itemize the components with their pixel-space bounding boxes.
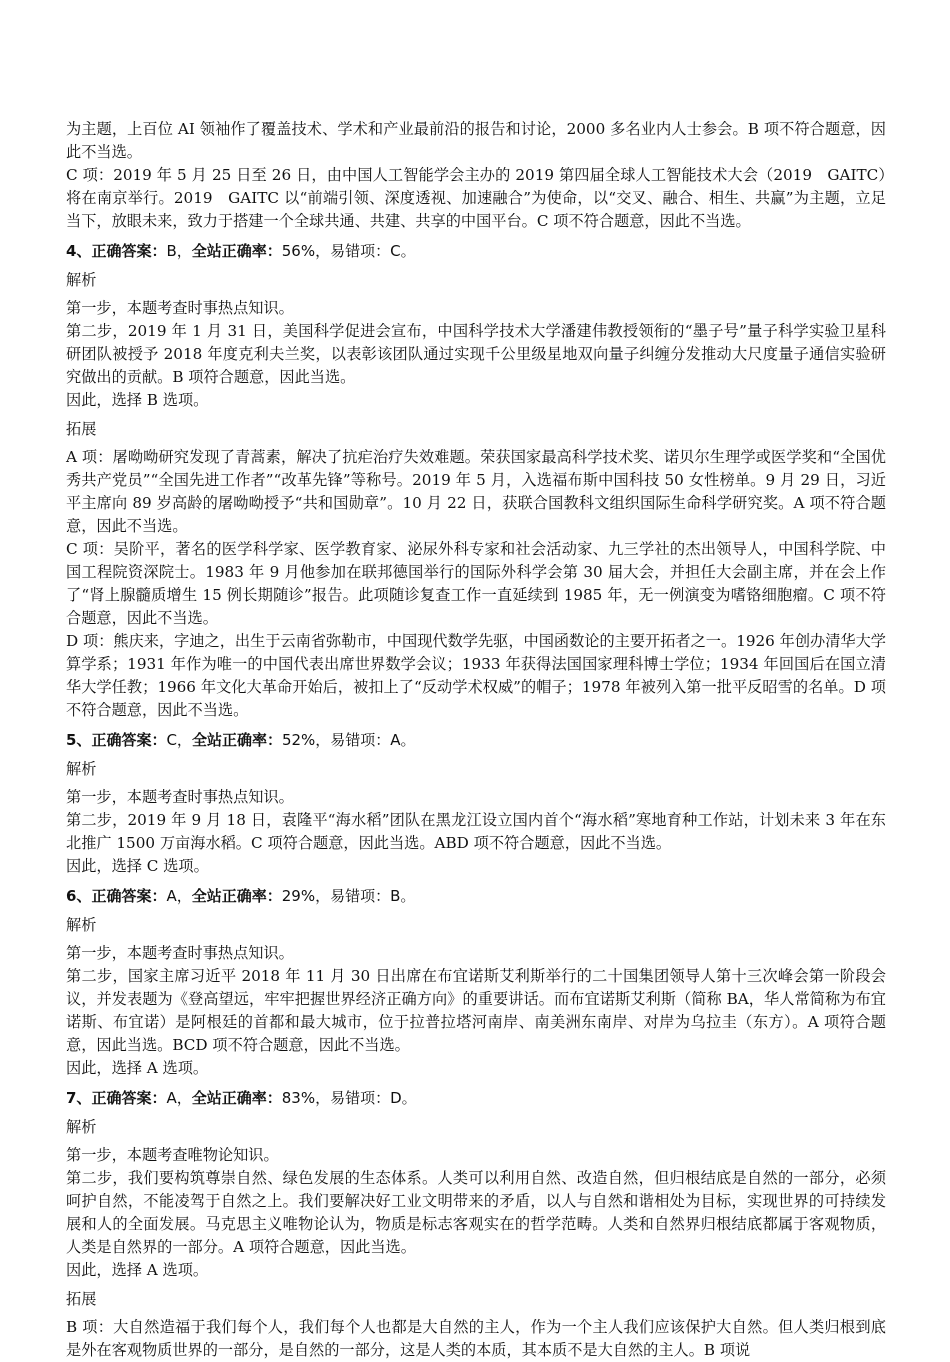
analysis-paragraph: 第一步，本题考查唯物论知识。 — [66, 1146, 279, 1164]
analysis-paragraph: 第一步，本题考查时事热点知识。 — [66, 944, 294, 962]
analysis-paragraph: 因此，选择 A 选项。 — [66, 1059, 209, 1077]
intro-paragraph: C 项：2019 年 5 月 25 日至 26 日，由中国人工智能学会主办的 2019 第四届全球人工智能技术大会（2019 GAITC）将在南京举行。2019 GAITC 以“前端引领、深度透视、加速融合”为使命，以“交叉、融合、相生、共赢”为主题，立足当下，放眼未来，致力于搭建一个全球共通、共建、共享的中国平台。C 项不符合题意，因此不当选。 — [66, 166, 886, 230]
intro-paragraph: 为主题，上百位 AI 领袖作了覆盖技术、学术和产业最前沿的报告和讨论，2000 多名业内人士参会。B 项不符合题意，因此不当选。 — [66, 120, 886, 161]
analysis-paragraph: 因此，选择 B 选项。 — [66, 391, 209, 409]
analysis-paragraph: 第二步，2019 年 9 月 18 日，袁隆平“海水稻”团队在黑龙江设立国内首个“海水稻”寒地育种工作站，计划未来 3 年在东北推广 1500 万亩海水稻。C 项符合题意，因此当选。ABD 项不符合题意，因此不当选。 — [66, 811, 886, 852]
analysis-paragraph: 第一步，本题考查时事热点知识。 — [66, 299, 294, 317]
extend-paragraph: D 项：熊庆来，字迪之，出生于云南省弥勒市，中国现代数学先驱，中国函数论的主要开拓者之一。1926 年创办清华大学算学系；1931 年作为唯一的中国代表出席世界数学会议；1933 年获得法国国家理科博士学位；1934 年回国后在国立清华大学任教；1966 年文化大革命开始后，被扣上了“反动学术权威”的帽子；1978 年被列入第一批平反昭雪的名单。D 项不符合题意，因此不当选。 — [66, 632, 886, 719]
extend-paragraph: A 项：屠呦呦研究发现了青蒿素，解决了抗疟治疗失效难题。荣获国家最高科学技术奖、诺贝尔生理学或医学奖和“全国优秀共产党员”“全国先进工作者”“改革先锋”等称号。2019 年 5 月，入选福布斯中国科技 50 女性榜单。9 月 29 日，习近平主席向 89 岁高龄的屠呦呦授予“共和国勋章”。10 月 22 日，获联合国教科文组织国际生命科学研究奖。A 项不符合题意，因此不当选。 — [66, 448, 886, 535]
analysis-label: 解析 — [66, 1118, 97, 1136]
analysis-paragraph: 因此，选择 C 选项。 — [66, 857, 209, 875]
analysis-paragraph: 第一步，本题考查时事热点知识。 — [66, 788, 294, 806]
extend-label: 拓展 — [66, 1290, 97, 1308]
analysis-paragraph: 第二步，2019 年 1 月 31 日，美国科学促进会宣布，中国科学技术大学潘建伟教授领衔的“墨子号”量子科学实验卫星科研团队被授予 2018 年度克利夫兰奖，以表彰该团队通过实现千公里级星地双向量子纠缠分发推动大尺度量子通信实验研究做出的贡献。B 项符合题意，因此当选。 — [66, 322, 886, 386]
analysis-label: 解析 — [66, 760, 97, 778]
extend-paragraph: C 项：吴阶平，著名的医学科学家、医学教育家、泌尿外科专家和社会活动家、九三学社的杰出领导人，中国科学院、中国工程院资深院士。1983 年 9 月他参加在联邦德国举行的国际外科学会第 30 届大会，并担任大会副主席，并在会上作了“肾上腺髓质增生 15 例长期随诊”报告。此项随诊复查工作一直延续到 1985 年，无一例演变为嗜铬细胞瘤。C 项不符合题意，因此不当选。 — [66, 540, 886, 627]
answer-heading-q5: 5、正确答案：C，全站正确率：52%，易错项：A。 — [66, 731, 416, 749]
answer-heading-q4: 4、正确答案：B，全站正确率：56%，易错项：C。 — [66, 242, 416, 260]
answer-heading-q6: 6、正确答案：A，全站正确率：29%，易错项：B。 — [66, 887, 416, 905]
analysis-paragraph: 因此，选择 A 选项。 — [66, 1261, 209, 1279]
analysis-paragraph: 第二步，我们要构筑尊崇自然、绿色发展的生态体系。人类可以利用自然、改造自然，但归根结底是自然的一部分，必须呵护自然，不能凌驾于自然之上。我们要解决好工业文明带来的矛盾，以人与自然和谐相处为目标，实现世界的可持续发展和人的全面发展。马克思主义唯物论认为，物质是标志客观实在的哲学范畴。人类和自然界归根结底都属于客观物质，人类是自然界的一部分。A 项符合题意，因此当选。 — [66, 1169, 886, 1256]
analysis-paragraph: 第二步，国家主席习近平 2018 年 11 月 30 日出席在布宜诺斯艾利斯举行的二十国集团领导人第十三次峰会第一阶段会议，并发表题为《登高望远，牢牢把握世界经济正确方向》的重要讲话。而布宜诺斯艾利斯（简称 BA，华人常简称为布宜诺斯、布宜诺）是阿根廷的首都和最大城市，位于拉普拉塔河南岸、南美洲东南岸、对岸为乌拉圭（东方）。A 项符合题意，因此当选。BCD 项不符合题意，因此不当选。 — [66, 967, 886, 1054]
analysis-label: 解析 — [66, 271, 97, 289]
answer-heading-q7: 7、正确答案：A，全站正确率：83%，易错项：D。 — [66, 1089, 417, 1107]
document-content — [66, 118, 886, 1362]
extend-label: 拓展 — [66, 420, 97, 438]
extend-paragraph: B 项：大自然造福于我们每个人，我们每个人也都是大自然的主人，作为一个主人我们应该保护大自然。但人类归根到底是外在客观物质世界的一部分，是自然的一部分，这是人类的本质，其本质不是大自然的主人。B 项说 — [66, 1318, 886, 1359]
analysis-label: 解析 — [66, 916, 97, 934]
